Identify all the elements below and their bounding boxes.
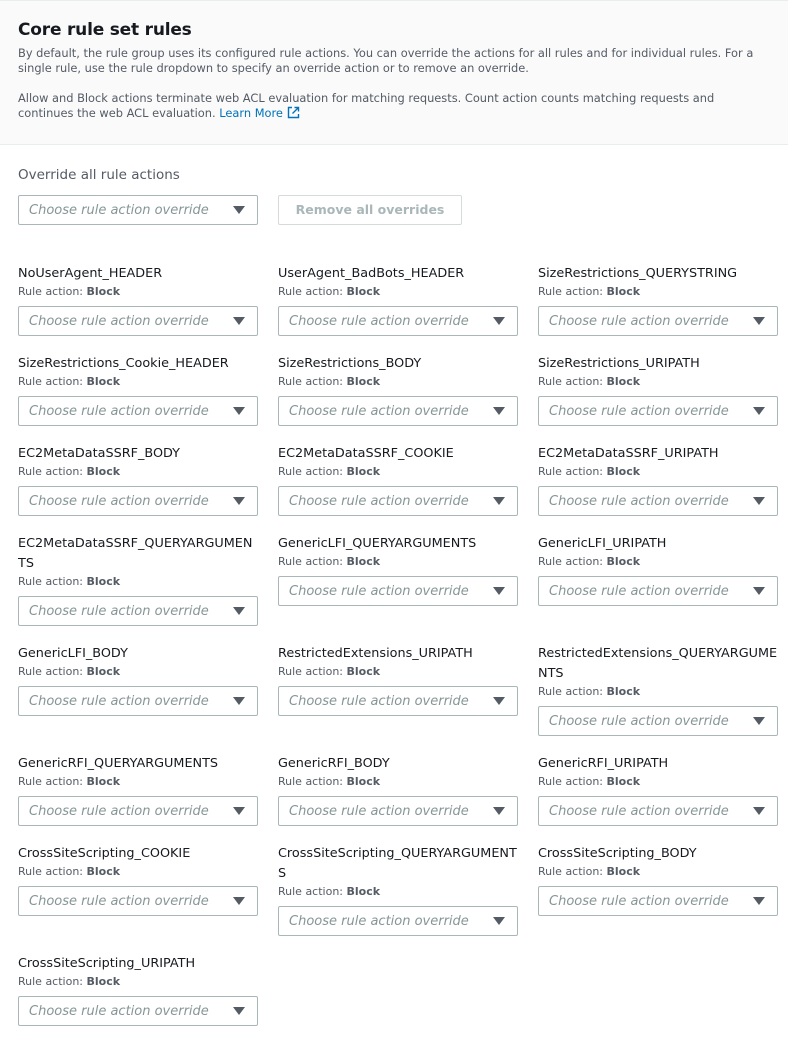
rule-name: GenericLFI_URIPATH bbox=[538, 536, 667, 551]
rule-action-prefix: Rule action: bbox=[18, 865, 84, 878]
rule-override-placeholder: Choose rule action override bbox=[549, 314, 729, 329]
rule-name: RestrictedExtensions_QUERYARGUMENTS bbox=[538, 646, 778, 681]
rule-action bbox=[538, 774, 778, 789]
rule-item bbox=[538, 845, 778, 879]
caret-down-icon bbox=[493, 587, 505, 595]
rule-override-select[interactable] bbox=[538, 886, 778, 916]
rule-action-value: Block bbox=[606, 375, 641, 388]
rule-item bbox=[538, 265, 778, 299]
rule-name: EC2MetaDataSSRF_QUERYARGUMENTS bbox=[18, 536, 253, 571]
rule-action bbox=[18, 374, 258, 389]
rule-item bbox=[18, 645, 258, 679]
learn-more-link[interactable] bbox=[219, 106, 300, 120]
description-overrides: By default, the rule group uses its configured rule actions. You can override the actions for all rules and for individual rules. For a single rule, use the rule dropdown to specify an override action or to remove an override. bbox=[18, 46, 754, 75]
rule-override-select[interactable] bbox=[278, 396, 518, 426]
rule-override-placeholder: Choose rule action override bbox=[549, 404, 729, 419]
rule-action-prefix: Rule action: bbox=[538, 865, 604, 878]
description-actions bbox=[18, 91, 770, 121]
caret-down-icon bbox=[233, 607, 245, 615]
rule-override-select[interactable] bbox=[18, 686, 258, 716]
rule-action-value: Block bbox=[606, 865, 641, 878]
rule-item bbox=[538, 755, 778, 789]
rule-override-placeholder: Choose rule action override bbox=[29, 894, 209, 909]
rule-action-value: Block bbox=[86, 975, 121, 988]
caret-down-icon bbox=[493, 807, 505, 815]
caret-down-icon bbox=[753, 807, 765, 815]
rule-item bbox=[18, 845, 258, 879]
rule-item bbox=[538, 355, 778, 389]
caret-down-icon bbox=[233, 697, 245, 705]
rule-override-placeholder: Choose rule action override bbox=[549, 494, 729, 509]
rule-override-select[interactable] bbox=[18, 596, 258, 626]
rule-override-placeholder: Choose rule action override bbox=[549, 894, 729, 909]
rule-name: SizeRestrictions_QUERYSTRING bbox=[538, 266, 738, 281]
rule-item bbox=[278, 535, 518, 569]
rule-action-prefix: Rule action: bbox=[278, 775, 344, 788]
rule-name: CrossSiteScripting_COOKIE bbox=[18, 846, 191, 861]
rule-action-value: Block bbox=[86, 465, 121, 478]
rule-override-placeholder: Choose rule action override bbox=[29, 604, 209, 619]
rule-override-select[interactable] bbox=[278, 576, 518, 606]
rule-action-value: Block bbox=[606, 555, 641, 568]
rule-action bbox=[18, 774, 258, 789]
description-actions-text: Allow and Block actions terminate web ACL evaluation for matching requests. Count action counts matching requests and continues the web ACL evaluation. bbox=[18, 91, 715, 120]
caret-down-icon bbox=[233, 497, 245, 505]
caret-down-icon bbox=[233, 317, 245, 325]
rule-action-prefix: Rule action: bbox=[18, 775, 84, 788]
rule-item bbox=[18, 955, 258, 989]
rule-name: GenericRFI_QUERYARGUMENTS bbox=[18, 756, 219, 771]
learn-more-label: Learn More bbox=[219, 106, 283, 120]
rule-override-select[interactable] bbox=[538, 576, 778, 606]
rule-action bbox=[538, 554, 778, 569]
rule-action-prefix: Rule action: bbox=[18, 375, 84, 388]
rule-action-value: Block bbox=[86, 375, 121, 388]
caret-down-icon bbox=[493, 917, 505, 925]
caret-down-icon bbox=[753, 897, 765, 905]
rule-action-prefix: Rule action: bbox=[18, 285, 84, 298]
rule-action-prefix: Rule action: bbox=[538, 285, 604, 298]
rule-name: SizeRestrictions_BODY bbox=[278, 356, 422, 371]
rule-name: CrossSiteScripting_URIPATH bbox=[18, 956, 196, 971]
override-all-label: Override all rule actions bbox=[18, 167, 180, 183]
rule-action bbox=[18, 284, 258, 299]
rule-override-placeholder: Choose rule action override bbox=[289, 804, 469, 819]
rule-action-prefix: Rule action: bbox=[278, 555, 344, 568]
rule-name: SizeRestrictions_URIPATH bbox=[538, 356, 700, 371]
rule-action-prefix: Rule action: bbox=[278, 665, 344, 678]
rule-name: RestrictedExtensions_URIPATH bbox=[278, 646, 473, 661]
rule-action-value: Block bbox=[606, 775, 641, 788]
rule-override-select[interactable] bbox=[278, 306, 518, 336]
caret-down-icon bbox=[753, 317, 765, 325]
rule-override-select[interactable] bbox=[18, 306, 258, 336]
rule-action bbox=[278, 554, 518, 569]
caret-down-icon bbox=[233, 206, 245, 214]
rule-action-value: Block bbox=[86, 775, 121, 788]
rule-override-select[interactable] bbox=[538, 706, 778, 736]
rule-name: CrossSiteScripting_BODY bbox=[538, 846, 697, 861]
rule-override-select[interactable] bbox=[538, 486, 778, 516]
rule-action bbox=[278, 774, 518, 789]
rule-name: NoUserAgent_HEADER bbox=[18, 266, 163, 281]
rule-override-select[interactable] bbox=[18, 886, 258, 916]
rule-action-prefix: Rule action: bbox=[538, 775, 604, 788]
rule-override-placeholder: Choose rule action override bbox=[549, 714, 729, 729]
rule-override-select[interactable] bbox=[538, 306, 778, 336]
rule-action-prefix: Rule action: bbox=[538, 375, 604, 388]
rule-item bbox=[278, 755, 518, 789]
rule-action-prefix: Rule action: bbox=[538, 465, 604, 478]
remove-all-overrides-button[interactable]: Remove all overrides bbox=[278, 195, 462, 225]
caret-down-icon bbox=[493, 407, 505, 415]
rules-header bbox=[0, 0, 788, 145]
rule-action bbox=[18, 464, 258, 479]
rule-item bbox=[278, 445, 518, 479]
rule-item bbox=[278, 355, 518, 389]
rule-action bbox=[278, 884, 518, 899]
rule-name: SizeRestrictions_Cookie_HEADER bbox=[18, 356, 229, 371]
rule-action-value: Block bbox=[346, 885, 381, 898]
rule-action bbox=[278, 664, 518, 679]
rule-item bbox=[278, 265, 518, 299]
rule-action-value: Block bbox=[346, 775, 381, 788]
caret-down-icon bbox=[753, 717, 765, 725]
rule-override-placeholder: Choose rule action override bbox=[289, 314, 469, 329]
rule-action-value: Block bbox=[86, 865, 121, 878]
rule-name: EC2MetaDataSSRF_COOKIE bbox=[278, 446, 454, 461]
caret-down-icon bbox=[493, 317, 505, 325]
rule-action-prefix: Rule action: bbox=[278, 465, 344, 478]
rule-action-value: Block bbox=[86, 285, 121, 298]
rule-action-prefix: Rule action: bbox=[278, 885, 344, 898]
page-title: Core rule set rules bbox=[18, 20, 192, 40]
rule-override-placeholder: Choose rule action override bbox=[549, 804, 729, 819]
caret-down-icon bbox=[753, 407, 765, 415]
rule-item bbox=[538, 535, 778, 569]
rule-action bbox=[538, 374, 778, 389]
caret-down-icon bbox=[233, 407, 245, 415]
rule-override-placeholder: Choose rule action override bbox=[289, 494, 469, 509]
rule-action-prefix: Rule action: bbox=[18, 465, 84, 478]
rule-action-value: Block bbox=[346, 465, 381, 478]
rule-override-placeholder: Choose rule action override bbox=[289, 584, 469, 599]
rule-override-placeholder: Choose rule action override bbox=[289, 404, 469, 419]
rule-override-select[interactable] bbox=[278, 796, 518, 826]
caret-down-icon bbox=[233, 1007, 245, 1015]
rule-override-select[interactable] bbox=[18, 996, 258, 1026]
rule-action-value: Block bbox=[346, 285, 381, 298]
rule-action bbox=[538, 464, 778, 479]
external-link-icon bbox=[287, 106, 300, 119]
rule-override-placeholder: Choose rule action override bbox=[29, 494, 209, 509]
rule-action-value: Block bbox=[606, 685, 641, 698]
rule-action-prefix: Rule action: bbox=[538, 685, 604, 698]
rule-name: GenericRFI_BODY bbox=[278, 756, 390, 771]
rule-action bbox=[18, 974, 258, 989]
override-all-select[interactable] bbox=[18, 195, 258, 225]
rule-item bbox=[538, 645, 778, 699]
rule-item bbox=[538, 445, 778, 479]
rule-override-placeholder: Choose rule action override bbox=[29, 314, 209, 329]
rule-action-value: Block bbox=[606, 285, 641, 298]
rule-item bbox=[278, 645, 518, 679]
rule-action-value: Block bbox=[606, 465, 641, 478]
rule-action bbox=[278, 284, 518, 299]
rule-action bbox=[278, 374, 518, 389]
rule-action bbox=[18, 864, 258, 879]
rule-override-placeholder: Choose rule action override bbox=[289, 914, 469, 929]
caret-down-icon bbox=[753, 497, 765, 505]
rule-override-placeholder: Choose rule action override bbox=[29, 1004, 209, 1019]
caret-down-icon bbox=[233, 807, 245, 815]
rule-name: GenericLFI_QUERYARGUMENTS bbox=[278, 536, 477, 551]
rule-override-select[interactable] bbox=[538, 396, 778, 426]
rule-override-placeholder: Choose rule action override bbox=[29, 404, 209, 419]
caret-down-icon bbox=[753, 587, 765, 595]
rule-override-select[interactable] bbox=[278, 686, 518, 716]
rule-override-placeholder: Choose rule action override bbox=[29, 804, 209, 819]
rule-override-placeholder: Choose rule action override bbox=[29, 694, 209, 709]
rule-action-prefix: Rule action: bbox=[18, 575, 84, 588]
rule-action bbox=[18, 664, 258, 679]
rule-action bbox=[18, 574, 258, 589]
rule-override-select[interactable] bbox=[278, 906, 518, 936]
rule-action-prefix: Rule action: bbox=[278, 285, 344, 298]
rule-action-prefix: Rule action: bbox=[278, 375, 344, 388]
rule-override-select[interactable] bbox=[18, 796, 258, 826]
override-all-placeholder: Choose rule action override bbox=[29, 203, 209, 218]
rule-action-value: Block bbox=[346, 375, 381, 388]
rule-name: GenericRFI_URIPATH bbox=[538, 756, 669, 771]
rule-name: CrossSiteScripting_QUERYARGUMENTS bbox=[278, 846, 517, 881]
rule-name: UserAgent_BadBots_HEADER bbox=[278, 266, 465, 281]
rule-override-placeholder: Choose rule action override bbox=[289, 694, 469, 709]
rule-override-select[interactable] bbox=[18, 396, 258, 426]
rule-action-value: Block bbox=[346, 665, 381, 678]
rule-action-prefix: Rule action: bbox=[18, 975, 84, 988]
rule-action-value: Block bbox=[86, 575, 121, 588]
rule-item bbox=[278, 845, 518, 899]
rule-item bbox=[18, 755, 258, 789]
caret-down-icon bbox=[493, 497, 505, 505]
rule-override-placeholder: Choose rule action override bbox=[549, 584, 729, 599]
rule-name: EC2MetaDataSSRF_URIPATH bbox=[538, 446, 719, 461]
rule-action-value: Block bbox=[346, 555, 381, 568]
rule-name: EC2MetaDataSSRF_BODY bbox=[18, 446, 180, 461]
rule-override-select[interactable] bbox=[18, 486, 258, 516]
caret-down-icon bbox=[233, 897, 245, 905]
rule-action-prefix: Rule action: bbox=[18, 665, 84, 678]
rule-override-select[interactable] bbox=[278, 486, 518, 516]
rule-action bbox=[538, 284, 778, 299]
rule-action bbox=[278, 464, 518, 479]
rule-override-select[interactable] bbox=[538, 796, 778, 826]
rule-name: GenericLFI_BODY bbox=[18, 646, 128, 661]
rule-action-value: Block bbox=[86, 665, 121, 678]
rule-item bbox=[18, 445, 258, 479]
rule-action-prefix: Rule action: bbox=[538, 555, 604, 568]
caret-down-icon bbox=[493, 697, 505, 705]
rule-item bbox=[18, 535, 258, 589]
rule-action bbox=[538, 684, 778, 699]
rule-action bbox=[538, 864, 778, 879]
rule-item bbox=[18, 355, 258, 389]
rule-item bbox=[18, 265, 258, 299]
